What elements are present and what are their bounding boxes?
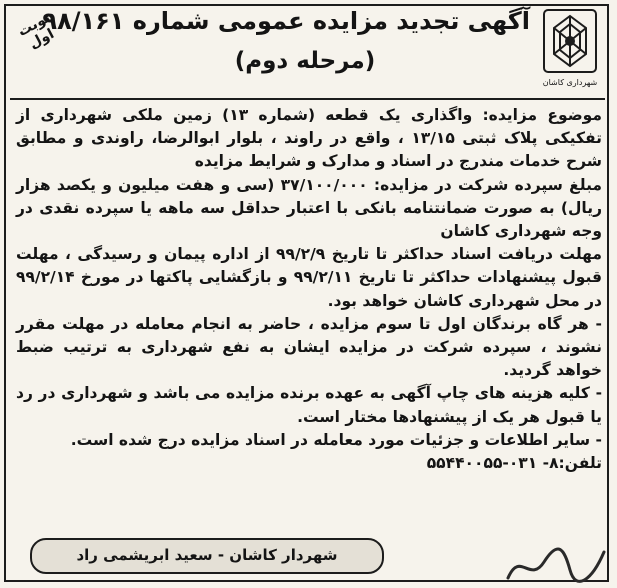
header-divider: [10, 98, 605, 100]
ad-body: [16, 104, 602, 475]
handwritten-mark-icon: [500, 540, 610, 586]
signature-box: شهردار کاشان - سعید ابریشمی راد: [30, 538, 384, 574]
other-info-paragraph: - سایر اطلاعات و جزئیات مورد معامله در اسناد مزایده درج شده است.: [70, 430, 602, 449]
municipality-emblem-icon: [538, 6, 602, 84]
ad-subtitle: (مرحله دوم): [234, 48, 376, 74]
ad-title: آگهی تجدید مزایده عمومی شماره ۹۸/۱۶۱: [42, 7, 530, 35]
phone-line: تلفن:۸- ۰۳۱-۵۵۴۴۰۰۵۵: [426, 454, 602, 473]
logo-caption: شهرداری کاشان: [542, 78, 598, 87]
subject-paragraph: موضوع مزایده: واگذاری یک قطعه (شماره ۱۳) زمین ملکی شهرداری از تفکیکی پلاک ثبتی ۱۳/۱۵ ، واقع در راوند ، بلوار ابوالرضا، راوندی و مطابق شرح خدمات مندرج در اسناد و مدارک و شرایط مزایده: [16, 106, 602, 171]
round-stamp: نوبت اول: [15, 9, 57, 53]
winners-paragraph: - هر گاه برندگان اول تا سوم مزایده ، حاضر به انجام معامله در مهلت مقرر نشوند ، سپرده شرکت در مزایده ایشان به نفع شهرداری به ترتیب ضبط خواهد گردید.: [16, 314, 602, 380]
costs-paragraph: - کلیه هزینه های چاپ آگهی به عهده برنده مزایده می باشد و شهرداری در رد یا قبول هر یک از پیشنهادها مختار است.: [16, 384, 602, 426]
deadline-paragraph: مهلت دریافت اسناد حداکثر تا تاریخ ۹۹/۲/۹ از اداره پیمان و رسیدگی ، مهلت قبول پیشنهادات حداکثر تا تاریخ ۹۹/۲/۱۱ و بازگشایی پاکتها در مورخ ۹۹/۲/۱۴ در محل شهرداری کاشان خواهد بود.: [16, 245, 602, 310]
ad-header: [0, 0, 617, 100]
deposit-paragraph: مبلغ سپرده شرکت در مزایده: ۳۷/۱۰۰/۰۰۰ (سی و هفت میلیون و یکصد هزار ریال) به صورت ضمانتنامه بانکی با اعتبار حداقل سه ماهه یا سپرده نقدی در وجه شهرداری کاشان: [16, 175, 603, 241]
